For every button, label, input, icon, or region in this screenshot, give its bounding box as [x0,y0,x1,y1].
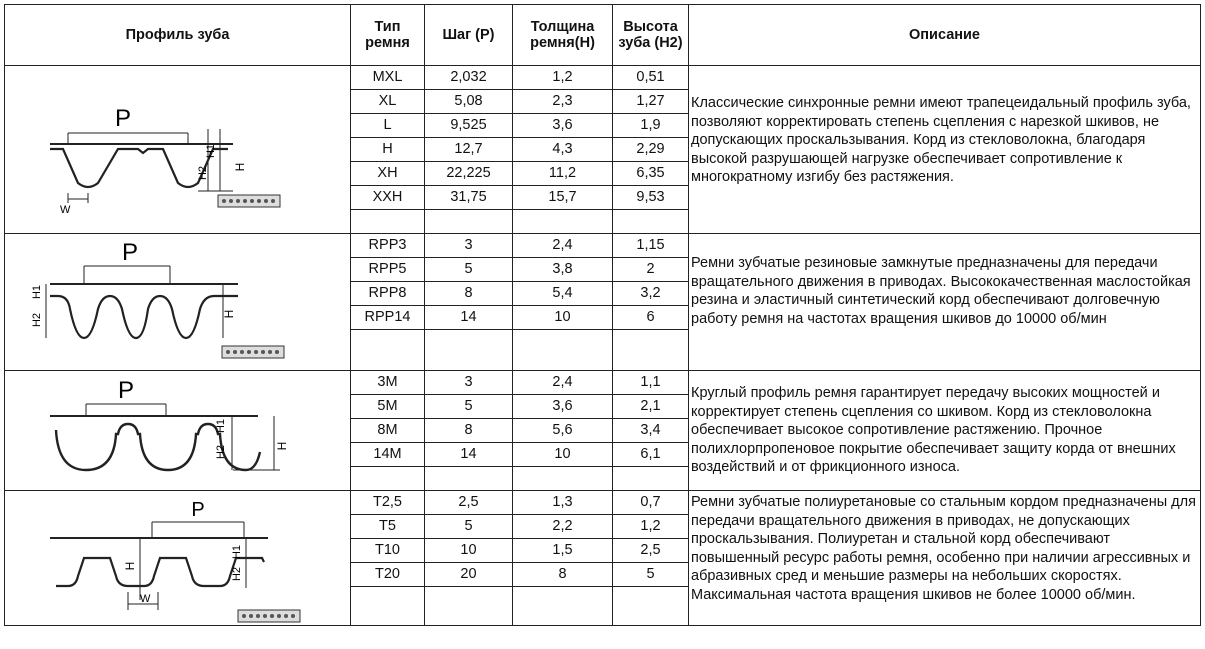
tooth-height-cell: 2,1 [613,395,689,419]
h1-label: H1 [214,418,227,433]
empty-cell [513,587,613,626]
p-label: P [117,376,134,404]
h2-label: H2 [196,165,209,180]
empty-cell [613,587,689,626]
type-cell: RPP8 [351,282,425,306]
profile-cell-t-series [5,491,351,626]
pitch-cell: 22,225 [425,162,513,186]
thickness-cell: 8 [513,563,613,587]
w-label: W [139,593,150,605]
thickness-cell: 3,6 [513,114,613,138]
type-cell: 3M [351,371,425,395]
thickness-cell: 5,6 [513,419,613,443]
pitch-cell: 12,7 [425,138,513,162]
pitch-cell: 20 [425,563,513,587]
type-cell: RPP14 [351,306,425,330]
description-text: Круглый профиль ремня гарантирует передачу высоких мощностей и корректирует степень сцепления со шкивом. Корд из стекловолокна обеспечивает высокое сопротивление растяжению. Прочное полихлорпропеновое покрытие обеспечивает защиту корда от внешних воздействий и от фрикционного износа. [691,385,1176,475]
thickness-cell: 10 [513,443,613,467]
pitch-cell: 9,525 [425,114,513,138]
h-label: H [232,162,247,171]
thickness-cell: 2,4 [513,234,613,258]
description-cell [689,66,1201,234]
type-cell: XXH [351,186,425,210]
empty-cell [351,210,425,234]
tooth-height-cell: 2 [613,258,689,282]
header-profile: Профиль зуба [5,5,351,66]
table-row [5,234,1201,258]
empty-cell [613,210,689,234]
description-text: Ремни зубчатые полиуретановые со стальным кордом предназначены для передачи вращательного движения в приводах, не допускающих проскальзывания. Полиуретан и стальной корд обеспечивают повышенный ресурс работы ремня, особенно при наличии агрессивных и абразивных сред и меньшие размеры на небольших скоростях. Максимальная частота вращения шкивов не более 10000 об/мин. [691,494,1196,603]
empty-cell [513,467,613,491]
thickness-cell: 2,4 [513,371,613,395]
empty-cell [425,587,513,626]
description-cell [689,491,1201,626]
tooth-height-cell: 2,29 [613,138,689,162]
empty-cell [513,210,613,234]
pitch-cell: 31,75 [425,186,513,210]
thickness-cell: 2,2 [513,515,613,539]
header-description: Описание [689,5,1201,66]
type-cell: 14M [351,443,425,467]
pitch-cell: 2,032 [425,66,513,90]
pitch-cell: 10 [425,539,513,563]
type-cell: XL [351,90,425,114]
h2-label: H2 [214,444,227,459]
p-label: P [114,104,131,132]
h-label: H [122,561,137,571]
tooth-height-cell: 6,1 [613,443,689,467]
pitch-cell: 2,5 [425,491,513,515]
tooth-height-cell: 0,7 [613,491,689,515]
trapezoidal-tooth-profile-icon [48,81,308,219]
empty-cell [351,467,425,491]
pitch-cell: 14 [425,306,513,330]
h1-label: H1 [204,143,217,158]
header-pitch: Шаг (P) [425,5,513,66]
thickness-cell: 1,5 [513,539,613,563]
profile-cell-trapezoidal [5,66,351,234]
pitch-cell: 3 [425,234,513,258]
type-cell: T2,5 [351,491,425,515]
description-text: Ремни зубчатые резиновые замкнутые предназначены для передачи вращательного движения в приводах. Высококачественная маслостойкая резина и эластичный синтетический корд обеспечивают долговечную работу ремня на частотах вращения шкивов до 10000 об/мин [691,255,1191,327]
rpp-tooth-profile-icon [30,234,308,370]
pitch-cell: 5 [425,258,513,282]
belt-specs-table [4,4,1201,626]
tooth-height-cell: 5 [613,563,689,587]
description-cell [689,234,1201,371]
p-label: P [121,239,138,266]
tooth-height-cell: 3,2 [613,282,689,306]
header-row [5,5,1201,66]
type-cell: 5M [351,395,425,419]
pitch-cell: 5,08 [425,90,513,114]
w-label: W [59,203,70,216]
tooth-height-cell: 6,35 [613,162,689,186]
empty-cell [425,330,513,371]
type-cell: MXL [351,66,425,90]
tooth-height-cell: 0,51 [613,66,689,90]
pitch-cell: 8 [425,282,513,306]
type-cell: T20 [351,563,425,587]
header-type: Тип ремня [351,5,425,66]
pitch-cell: 5 [425,395,513,419]
tooth-height-cell: 2,5 [613,539,689,563]
type-cell: H [351,138,425,162]
t-series-tooth-profile-icon [48,492,308,624]
type-cell: XH [351,162,425,186]
tooth-height-cell: 1,9 [613,114,689,138]
empty-cell [425,210,513,234]
header-thickness: Толщина ремня(H) [513,5,613,66]
tooth-height-cell: 6 [613,306,689,330]
thickness-cell: 3,8 [513,258,613,282]
tooth-height-cell: 1,27 [613,90,689,114]
profile-cell-rpp [5,234,351,371]
thickness-cell: 15,7 [513,186,613,210]
type-cell: RPP3 [351,234,425,258]
round-tooth-profile-icon [48,372,308,490]
type-cell: T5 [351,515,425,539]
tooth-height-cell: 9,53 [613,186,689,210]
description-cell [689,371,1201,491]
type-cell: RPP5 [351,258,425,282]
empty-cell [351,330,425,371]
thickness-cell: 1,2 [513,66,613,90]
thickness-cell: 10 [513,306,613,330]
thickness-cell: 2,3 [513,90,613,114]
type-cell: 8M [351,419,425,443]
pitch-cell: 14 [425,443,513,467]
empty-cell [613,330,689,371]
thickness-cell: 5,4 [513,282,613,306]
h1-label: H1 [230,544,243,560]
table-row [5,491,1201,515]
thickness-cell: 1,3 [513,491,613,515]
table-row [5,371,1201,395]
p-label: P [190,499,205,521]
tooth-height-cell: 1,1 [613,371,689,395]
empty-cell [351,587,425,626]
h2-label: H2 [30,312,43,328]
h-label: H [274,441,289,450]
pitch-cell: 3 [425,371,513,395]
pitch-cell: 8 [425,419,513,443]
tooth-height-cell: 1,2 [613,515,689,539]
thickness-cell: 4,3 [513,138,613,162]
thickness-cell: 11,2 [513,162,613,186]
table-row [5,66,1201,90]
thickness-cell: 3,6 [513,395,613,419]
h2-label: H2 [230,566,243,582]
type-cell: T10 [351,539,425,563]
tooth-height-cell: 3,4 [613,419,689,443]
empty-cell [425,467,513,491]
pitch-cell: 5 [425,515,513,539]
header-tooth-height: Высота зуба (H2) [613,5,689,66]
h1-label: H1 [30,284,43,300]
tooth-height-cell: 1,15 [613,234,689,258]
empty-cell [513,330,613,371]
profile-cell-round [5,371,351,491]
h-label: H [221,309,236,319]
description-text: Классические синхронные ремни имеют трапецеидальный профиль зуба, позволяют корректировать степень сцепления с нарезкой шкивов, не допускающих проскальзывания. Корд из стекловолокна, благодаря высокой разрушающей нагрузке обеспечивает сопротивление к многократному изгибу без растяжения. [691,95,1191,185]
empty-cell [613,467,689,491]
type-cell: L [351,114,425,138]
